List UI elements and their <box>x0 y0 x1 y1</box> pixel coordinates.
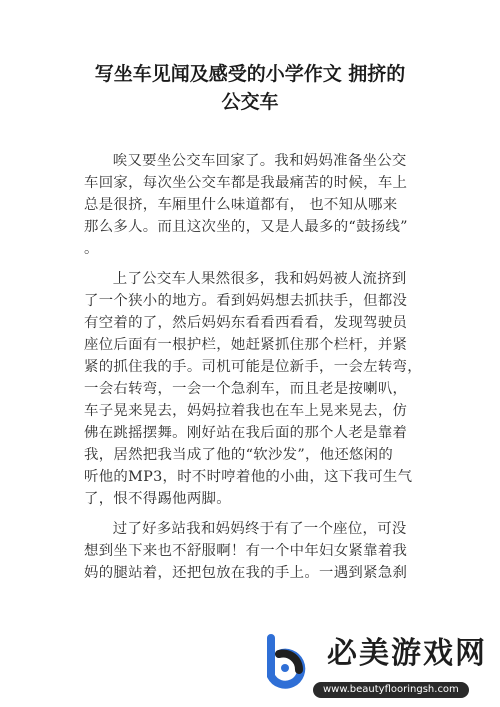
document-title <box>60 60 440 116</box>
title-line-1: 写坐车见闻及感受的小学作文 拥挤的 <box>94 63 406 85</box>
site-watermark <box>247 626 495 702</box>
paragraph-line: 想到坐下来也不舒服啊！有一个中年妇女紧靠着我 <box>84 543 408 559</box>
paragraph-line: 有空着的了，然后妈妈东看看西看看，发现驾驶员 <box>84 315 408 331</box>
paragraph-line: 听他的MP3，时不时哼着他的小曲，这下我可生气 <box>84 469 413 485</box>
paragraph-line: 了，恨不得踢他两脚。 <box>84 491 231 507</box>
paragraph-line: 妈的腿站着，还把包放在我的手上。一遇到紧急刹 <box>84 565 408 581</box>
paragraph-line: 一会右转弯，一会一个急刹车，而且老是按喇叭， <box>84 381 408 397</box>
paragraph-line: 上了公交车人果然很多，我和妈妈被人流挤到 <box>112 271 407 287</box>
paragraph-line: 。 <box>84 241 99 257</box>
paragraph-line: 车子晃来晃去，妈妈拉着我也在车上晃来晃去，仿 <box>84 403 408 419</box>
paragraph-3 <box>84 518 424 584</box>
paragraph-line: 那么多人。而且这次坐的，又是人最多的“鼓扬线” <box>84 219 408 235</box>
paragraph-line: 紧的抓住我的手。司机可能是位新手，一会左转弯， <box>84 359 422 375</box>
paragraph-line: 总是很挤，车厢里什么味道都有， 也不知从哪来 <box>84 197 398 213</box>
watermark-url: www.beautyflooringsh.com <box>313 682 469 698</box>
paragraph-line: 唉又要坐公交车回家了。我和妈妈准备坐公交 <box>112 153 407 169</box>
article-body <box>84 150 424 592</box>
paragraph-line: 过了好多站我和妈妈终于有了一个座位，可没 <box>112 521 407 537</box>
paragraph-line: 了一个狭小的地方。看到妈妈想去抓扶手，但都没 <box>84 293 408 309</box>
paragraph-1 <box>84 150 424 260</box>
paragraph-line: 车回家，每次坐公交车都是我最痛苦的时候，车上 <box>84 175 408 191</box>
paragraph-line: 我，居然把我当成了他的“软沙发”，他还悠闲的 <box>84 447 394 463</box>
paragraph-2 <box>84 268 424 510</box>
b-logo-icon <box>255 630 315 690</box>
paragraph-line: 座位后面有一根护栏，她赶紧抓住那个栏杆，并紧 <box>84 337 408 353</box>
title-line-2: 公交车 <box>221 91 279 113</box>
paragraph-line: 佛在跳摇摆舞。刚好站在我后面的那个人老是靠着 <box>84 425 408 441</box>
watermark-brand-text: 必美游戏网 <box>327 636 487 671</box>
